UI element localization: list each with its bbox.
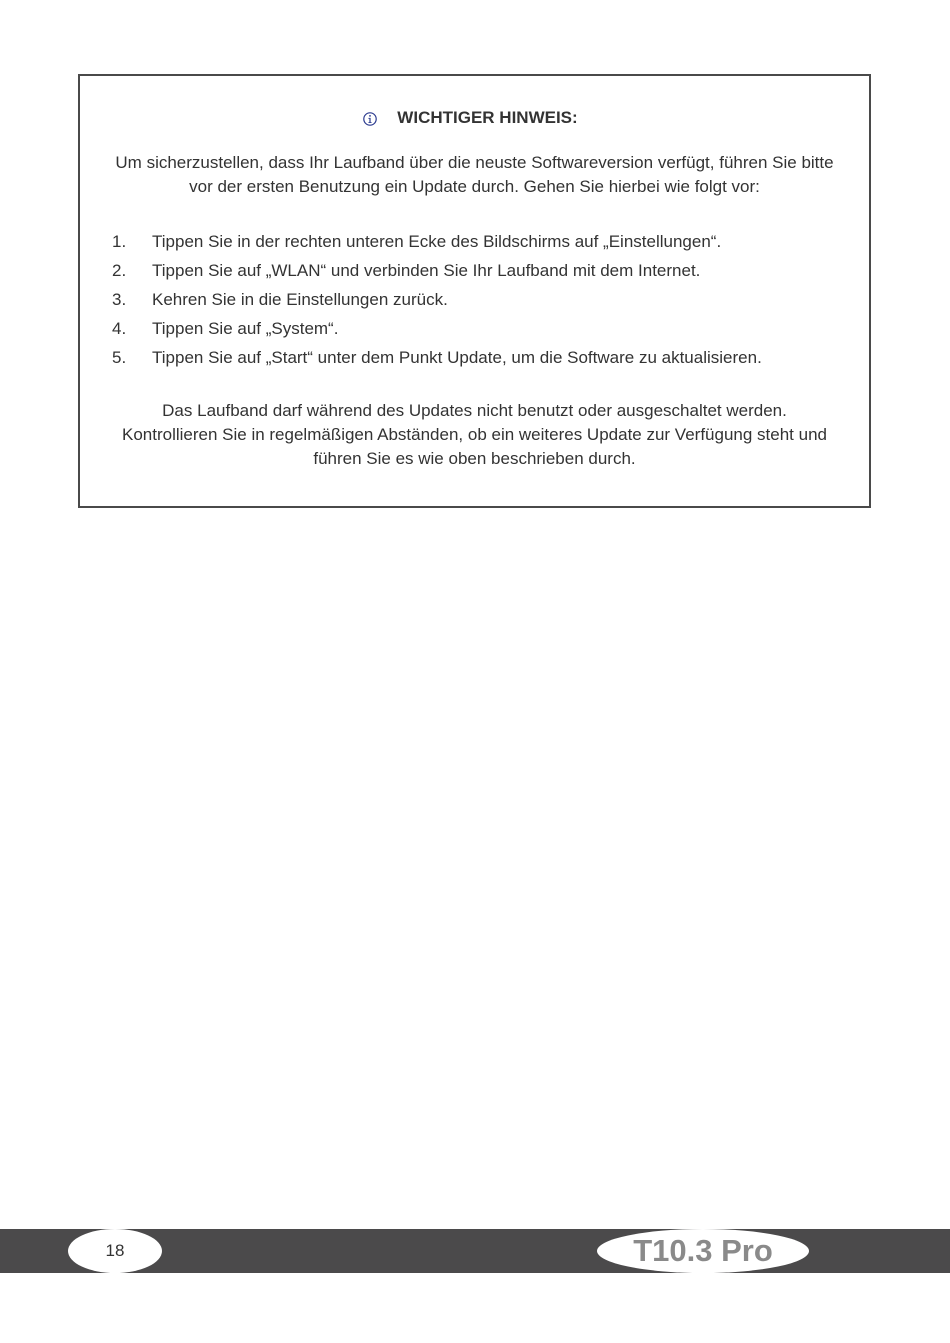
notice-outro: [110, 399, 839, 471]
notice-intro: Um sicherzustellen, dass Ihr Laufband über die neuste Softwareversion verfügt, führen Sie bitte vor der ersten Benutzung ein Update durch. Gehen Sie hierbei wie folgt vor:: [115, 153, 834, 196]
list-item: [112, 347, 849, 369]
list-item: [112, 231, 849, 253]
step-number: 3.: [112, 290, 127, 309]
step-text: Tippen Sie auf „System“.: [152, 319, 339, 338]
step-text: Tippen Sie in der rechten unteren Ecke des Bildschirms auf „Einstellungen“.: [152, 232, 722, 251]
step-number: 1.: [112, 232, 127, 251]
step-text: Tippen Sie auf „Start“ unter dem Punkt Update, um die Software zu aktualisieren.: [152, 348, 762, 367]
page-number: 18: [105, 1241, 125, 1260]
update-steps-list: [112, 231, 849, 376]
page-number-badge: [68, 1229, 162, 1273]
model-badge: [597, 1229, 809, 1273]
step-number: 2.: [112, 261, 127, 280]
list-item: [112, 318, 849, 340]
step-number: 4.: [112, 319, 127, 338]
model-name: T10.3 Pro: [633, 1233, 773, 1268]
notice-outro-line2: Kontrollieren Sie in regelmäßigen Abständen, ob ein weiteres Update zur Verfügung steht und führen Sie es wie oben beschrieben durch.: [121, 425, 827, 468]
notice-heading-text: WICHTIGER HINWEIS:: [397, 108, 578, 127]
info-icon: [363, 111, 377, 125]
step-text: Tippen Sie auf „WLAN“ und verbinden Sie Ihr Laufband mit dem Internet.: [152, 261, 701, 280]
notice-outro-line1: Das Laufband darf während des Updates nicht benutzt oder ausgeschaltet werden.: [162, 401, 787, 420]
step-text: Kehren Sie in die Einstellungen zurück.: [152, 290, 448, 309]
list-item: [112, 260, 849, 282]
list-item: [112, 289, 849, 311]
step-number: 5.: [112, 348, 127, 367]
notice-heading: [80, 108, 869, 128]
important-notice-box: [78, 74, 871, 508]
